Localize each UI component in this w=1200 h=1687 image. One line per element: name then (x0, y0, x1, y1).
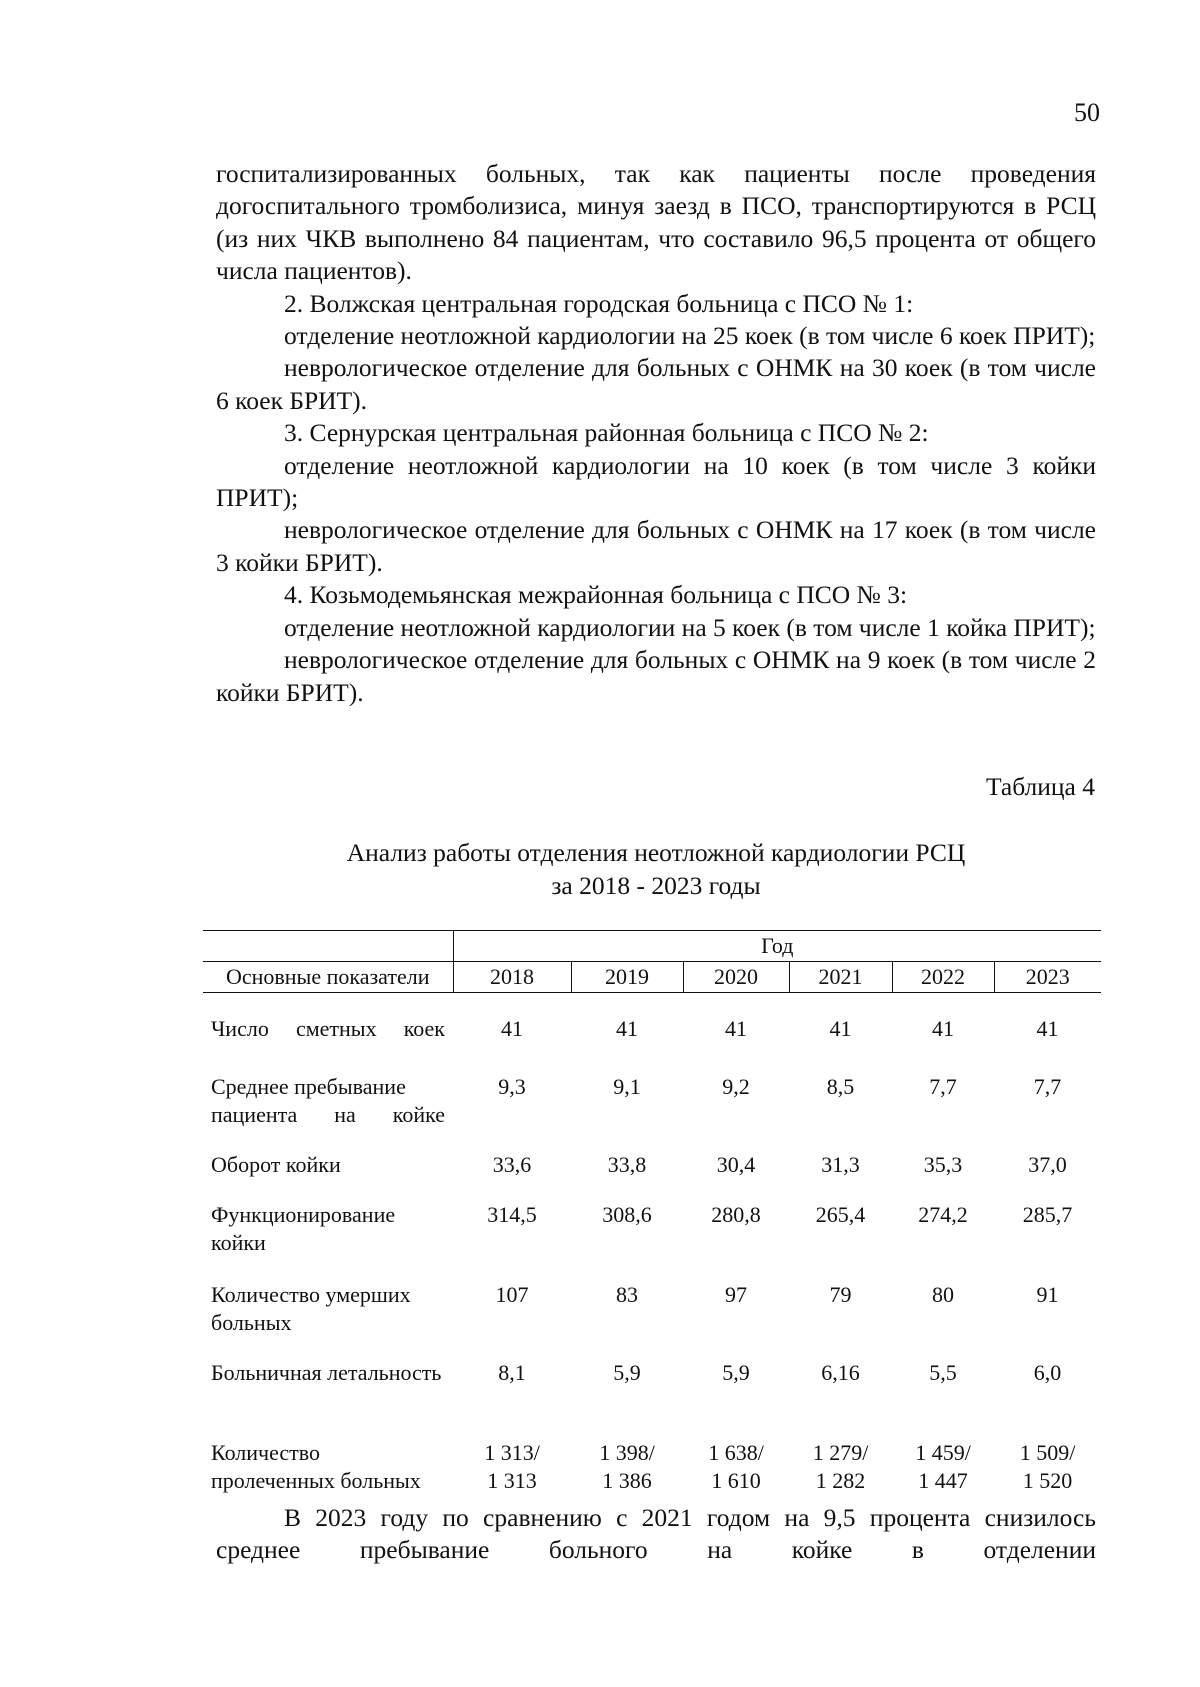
table-cell: 9,3 (498, 1073, 526, 1099)
row-label: Оборот койки (211, 1151, 341, 1177)
table-cell: 5,5 (929, 1359, 957, 1385)
paragraph-6: отделение неотложной кардиологии на 10 коек (в том числе 3 койки ПРИТ); (216, 450, 1096, 513)
table-row (203, 1439, 1101, 1499)
table-row (203, 1281, 1101, 1359)
table-cell: 308,6 (602, 1201, 652, 1227)
table-cell: 30,4 (716, 1151, 756, 1177)
table-cell: 79 (829, 1281, 852, 1307)
row-label: Среднее пребывание пациента на койке (211, 1073, 445, 1127)
table-cell: 41 (616, 1016, 638, 1041)
table-row (203, 1201, 1101, 1281)
table-cell: 1 638/ 1 610 (708, 1439, 764, 1493)
table-cell: 6,16 (821, 1359, 860, 1385)
table-cell: 31,3 (821, 1151, 860, 1177)
paragraph-5: 3. Сернурская центральная районная больница с ПСО № 2: (284, 418, 929, 448)
table-cell: 1 398/ 1 386 (599, 1439, 655, 1493)
table-cell: 8,1 (498, 1359, 526, 1385)
table-title-line-1: Анализ работы отделения неотложной кардиологии РСЦ (346, 838, 966, 867)
paragraph-3: отделение неотложной кардиологии на 25 коек (в том числе 6 коек ПРИТ); (284, 321, 1096, 351)
table-header-blank (203, 931, 453, 962)
table-cell: 285,7 (1022, 1201, 1073, 1227)
paragraph-10: неврологическое отделение для больных с ОНМК на 9 коек (в том числе 2 койки БРИТ). (216, 645, 1096, 707)
table-cell: 274,2 (918, 1201, 968, 1227)
table-cell: 7,7 (1033, 1073, 1062, 1099)
paragraph-4: неврологическое отделение для больных с ОНМК на 30 коек (в том числе 6 коек БРИТ). (216, 353, 1096, 415)
table-cell: 1 279/ 1 282 (812, 1439, 869, 1493)
paragraph-2: 2. Волжская центральная городская больница с ПСО № 1: (284, 288, 914, 318)
year-header: 2018 (453, 962, 571, 993)
table-cell: 35,3 (923, 1151, 963, 1177)
row-label: Количество пролеченных больных (211, 1439, 421, 1493)
table-header-year-row (203, 962, 1101, 993)
table-cell: 41 (725, 1016, 747, 1041)
table-title (216, 836, 1096, 902)
table-cell: 33,8 (607, 1151, 647, 1177)
row-label: Число сметных коек (211, 1016, 445, 1041)
footer-paragraph: В 2023 году по сравнению с 2021 годом на 9,5 процента снизилось среднее пребывание больного на койке в отделении (216, 1503, 1096, 1565)
year-header: 2021 (789, 962, 892, 993)
row-label: Функционирование койки (211, 1201, 396, 1255)
table-cell: 41 (501, 1016, 523, 1041)
paragraph-8: 4. Козьмодемьянская межрайонная больница с ПСО № 3: (284, 580, 908, 610)
table-cell: 9,2 (722, 1073, 750, 1099)
table-cell: 41 (829, 1016, 852, 1041)
table-cell: 265,4 (815, 1201, 866, 1227)
page-number: 50 (1074, 98, 1100, 127)
table-cell: 1 509/ 1 520 (1019, 1439, 1076, 1493)
table-title-line-2: за 2018 - 2023 годы (551, 871, 761, 900)
year-header: 2019 (571, 962, 683, 993)
table-cell: 80 (932, 1281, 954, 1307)
table-cell: 7,7 (929, 1073, 957, 1099)
table-cell: 41 (932, 1016, 954, 1041)
table-cell: 33,6 (492, 1151, 532, 1177)
table-cell: 1 459/ 1 447 (915, 1439, 971, 1493)
table-cell: 107 (495, 1281, 529, 1307)
table-cell: 6,0 (1033, 1359, 1062, 1385)
table-cell: 8,5 (826, 1073, 855, 1099)
table-cell: 91 (1036, 1281, 1059, 1307)
footer-text (216, 1502, 1096, 1567)
table-row (203, 993, 1101, 1073)
table-cell: 97 (725, 1281, 747, 1307)
table-cell: 41 (1036, 1016, 1059, 1041)
table-row (203, 1359, 1101, 1439)
table-header-top-row (203, 931, 1101, 962)
year-header: 2022 (892, 962, 994, 993)
row-label: Количество умерших больных (211, 1281, 411, 1335)
paragraph-7: неврологическое отделение для больных с ОНМК на 17 коек (в том числе 3 койки БРИТ). (216, 515, 1096, 577)
row-label: Больничная летальность (211, 1359, 442, 1385)
table-cell: 1 313/ 1 313 (484, 1439, 540, 1493)
paragraph-1: госпитализированных больных, так как пациенты после проведения догоспитального тромболизиса, минуя заезд в ПСО, транспортируются в РСЦ (из них ЧКВ выполнено 84 пациентам, что составило 96,5 процента от общего числа пациентов). (216, 159, 1096, 286)
table-cell: 9,1 (613, 1073, 641, 1099)
body-text (216, 158, 1096, 709)
year-group-header: Год (453, 931, 1101, 962)
table-cell: 314,5 (487, 1201, 537, 1227)
label-column-header: Основные показатели (203, 962, 453, 993)
table-cell: 5,9 (613, 1359, 641, 1385)
table-cell: 83 (616, 1281, 638, 1307)
data-table (203, 930, 1101, 1499)
table-row (203, 1073, 1101, 1151)
table-cell: 37,0 (1028, 1151, 1067, 1177)
year-header: 2023 (994, 962, 1101, 993)
paragraph-9: отделение неотложной кардиологии на 5 коек (в том числе 1 койка ПРИТ); (284, 612, 1096, 642)
year-header: 2020 (683, 962, 789, 993)
table-cell: 280,8 (711, 1201, 761, 1227)
table-row (203, 1151, 1101, 1201)
table-cell: 5,9 (722, 1359, 750, 1385)
table-label: Таблица 4 (985, 772, 1095, 801)
